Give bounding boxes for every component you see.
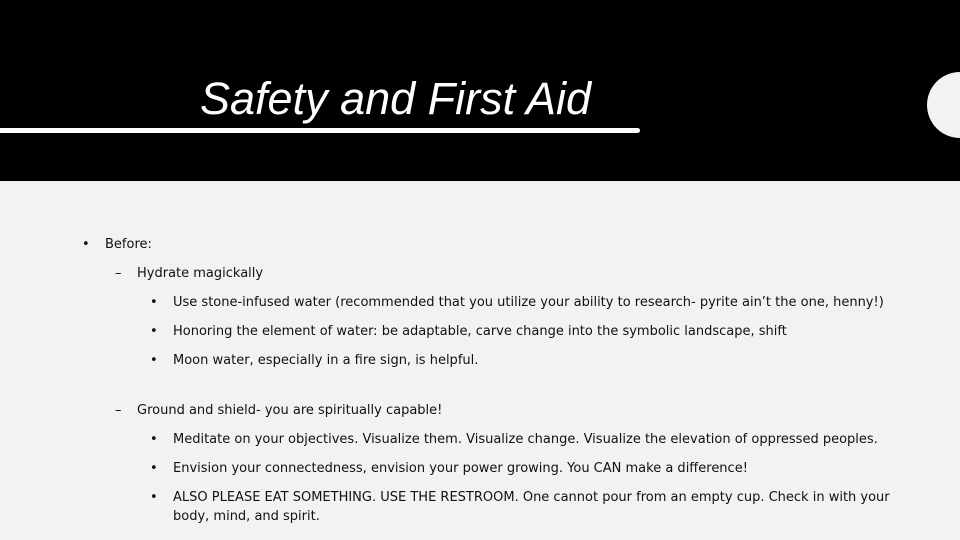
title-banner (0, 0, 960, 181)
list-item: Honoring the element of water: be adaptable, carve change into the symbolic landscape, shift (173, 324, 787, 339)
dash-marker: – (115, 266, 122, 281)
bullet-marker: • (150, 490, 158, 505)
title-underline (0, 128, 640, 133)
bullet-marker: • (150, 324, 158, 339)
list-item: ALSO PLEASE EAT SOMETHING. USE THE RESTROOM. One cannot pour from an empty cup. Check in with your body, mind, and spirit. (173, 490, 890, 524)
bullet-marker: • (82, 237, 90, 252)
dash-marker: – (115, 403, 122, 418)
bullet-marker: • (150, 353, 158, 368)
list-item: Moon water, especially in a fire sign, is helpful. (173, 353, 479, 368)
slide-title: Safety and First Aid (200, 73, 592, 124)
outline-heading-ground-shield: Ground and shield- you are spiritually capable! (137, 403, 443, 418)
list-item: Meditate on your objectives. Visualize them. Visualize change. Visualize the elevation of oppressed peoples. (173, 432, 878, 447)
list-item: Envision your connectedness, envision your power growing. You CAN make a difference! (173, 461, 748, 476)
bullet-marker: • (150, 461, 158, 476)
list-item: Use stone-infused water (recommended that you utilize your ability to research- pyrite ain’t the one, henny!) (173, 295, 884, 310)
slide-body (0, 181, 960, 540)
bullet-marker: • (150, 295, 158, 310)
outline-level1-before: Before: (105, 237, 152, 252)
bullet-marker: • (150, 432, 158, 447)
outline-heading-hydrate: Hydrate magickally (137, 266, 264, 281)
